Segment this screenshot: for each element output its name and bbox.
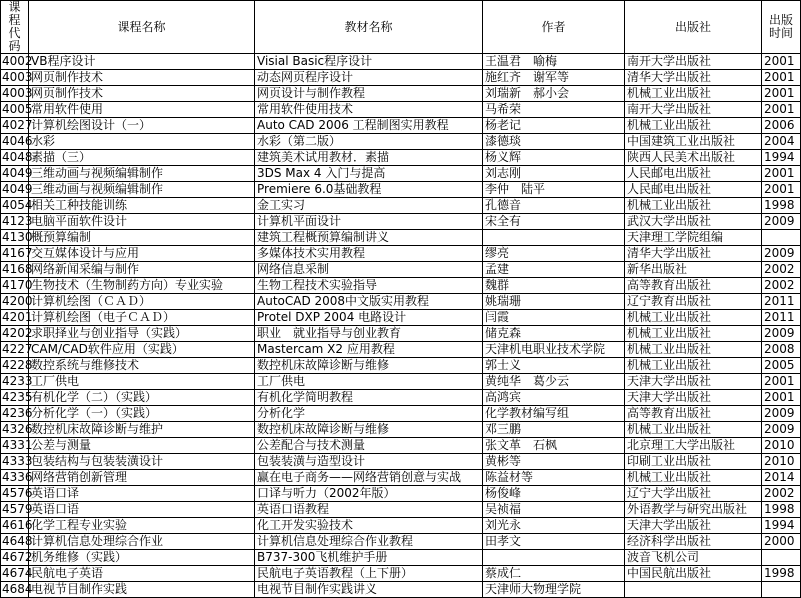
cell-code[interactable]: 4228 — [2, 358, 33, 372]
table-row — [1, 262, 801, 278]
cell-publisher[interactable]: 中国民航出版社 — [625, 566, 762, 582]
cell-publisher[interactable]: 陕西人民美术出版社 — [625, 150, 762, 166]
cell-course[interactable]: 网页制作技术 — [29, 70, 255, 86]
cell-course[interactable]: 化学工程专业实验 — [29, 518, 255, 534]
cell-course[interactable]: 生物技术（生物制药方向）专业实验 — [29, 278, 255, 294]
cell-course[interactable]: VB程序设计 — [29, 54, 255, 70]
cell-textbook[interactable]: B737-300飞机维护手册 — [255, 550, 483, 566]
cell-author[interactable]: 杨义辉 — [483, 150, 625, 166]
cell-year[interactable]: 2001 — [762, 182, 801, 198]
cell-year[interactable] — [762, 230, 801, 246]
cell-author[interactable] — [483, 230, 625, 246]
cell-textbook[interactable]: Visial Basic程序设计 — [255, 54, 483, 70]
cell-publisher[interactable]: 辽宁教育出版社 — [625, 294, 762, 310]
header-code[interactable]: 课程代码 — [1, 1, 29, 54]
cell-year[interactable]: 2001 — [762, 102, 801, 118]
header-course[interactable]: 课程名称 — [29, 1, 255, 54]
cell-author[interactable]: 杨老记 — [483, 118, 625, 134]
cell-author[interactable]: 储克森 — [483, 326, 625, 342]
table-row — [1, 198, 801, 214]
cell-author[interactable]: 刘瑞新 郝小会 — [483, 86, 625, 102]
cell-publisher[interactable]: 机械工业出版社 — [625, 118, 762, 134]
cell-publisher[interactable]: 机械工业出版社 — [625, 358, 762, 374]
cell-publisher[interactable]: 机械工业出版社 — [625, 310, 762, 326]
cell-course[interactable]: 计算机绘图（ＣＡＤ） — [29, 294, 255, 310]
cell-course[interactable]: 民航电子英语 — [29, 566, 255, 582]
cell-code[interactable]: 4227 — [2, 342, 33, 356]
table-body — [1, 54, 801, 598]
cell-year[interactable]: 2009 — [762, 214, 801, 230]
table-row — [1, 470, 801, 486]
cell-code[interactable]: 4674 — [2, 566, 33, 580]
cell-course[interactable]: 三维动画与视频编辑制作 — [29, 166, 255, 182]
cell-publisher[interactable]: 机械工业出版社 — [625, 422, 762, 438]
cell-course[interactable]: 求职择业与创业指导（实践） — [29, 326, 255, 342]
cell-author[interactable]: 姚瑞珊 — [483, 294, 625, 310]
cell-author[interactable]: 黄纯华 葛少云 — [483, 374, 625, 390]
cell-year[interactable]: 2006 — [762, 118, 801, 134]
cell-textbook[interactable]: 民航电子英语教程（上下册） — [255, 566, 483, 582]
cell-publisher[interactable]: 北京理工大学出版社 — [625, 438, 762, 454]
cell-author[interactable] — [483, 550, 625, 566]
cell-author[interactable]: 化学教材编写组 — [483, 406, 625, 422]
cell-textbook[interactable]: 建筑美术试用教材．素描 — [255, 150, 483, 166]
cell-textbook[interactable]: 工厂供电 — [255, 374, 483, 390]
cell-publisher[interactable]: 机械工业出版社 — [625, 326, 762, 342]
header-textbook[interactable]: 教材名称 — [255, 1, 483, 54]
cell-code[interactable]: 4235 — [2, 390, 33, 404]
cell-course[interactable]: 网络营销创新管理 — [29, 470, 255, 486]
table-row — [1, 54, 801, 70]
cell-publisher[interactable]: 天津大学出版社 — [625, 374, 762, 390]
table-row — [1, 534, 801, 550]
cell-textbook[interactable]: 公差配合与技术测量 — [255, 438, 483, 454]
cell-code[interactable]: 4049 — [2, 182, 33, 196]
cell-course[interactable]: 机务维修（实践） — [29, 550, 255, 566]
table-row — [1, 518, 801, 534]
cell-course[interactable]: 电脑平面软件设计 — [29, 214, 255, 230]
cell-textbook[interactable]: 常用软件使用技术 — [255, 102, 483, 118]
cell-code[interactable]: 4003 — [2, 70, 33, 84]
cell-course[interactable]: 有机化学（二）（实践） — [29, 390, 255, 406]
cell-author[interactable]: 刘光永 — [483, 518, 625, 534]
cell-year[interactable]: 2002 — [762, 262, 801, 278]
cell-author[interactable]: 马希荣 — [483, 102, 625, 118]
cell-textbook[interactable]: 网页设计与制作教程 — [255, 86, 483, 102]
cell-author[interactable]: 宋全有 — [483, 214, 625, 230]
cell-textbook[interactable]: Auto CAD 2006 工程制图实用教程 — [255, 118, 483, 134]
cell-code[interactable]: 4202 — [2, 326, 33, 340]
cell-author[interactable]: 蔡成仁 — [483, 566, 625, 582]
cell-course[interactable]: 工厂供电 — [29, 374, 255, 390]
cell-textbook[interactable]: 计算机信息处理综合作业教程 — [255, 534, 483, 550]
table-row — [1, 390, 801, 406]
cell-year[interactable] — [762, 550, 801, 566]
cell-year[interactable]: 1994 — [762, 150, 801, 166]
cell-year[interactable]: 2009 — [762, 406, 801, 422]
cell-year[interactable]: 1998 — [762, 566, 801, 582]
cell-course[interactable]: 计算机绘图（电子ＣＡＤ） — [29, 310, 255, 326]
cell-code[interactable]: 4576 — [2, 486, 33, 500]
cell-year[interactable] — [762, 582, 801, 598]
cell-code[interactable]: 4336 — [2, 470, 33, 484]
table-row — [1, 102, 801, 118]
cell-course[interactable]: 计算机绘图设计（一） — [29, 118, 255, 134]
cell-code[interactable]: 4027 — [2, 118, 33, 132]
cell-publisher[interactable]: 印刷工业出版社 — [625, 454, 762, 470]
cell-publisher[interactable]: 人民邮电出版社 — [625, 182, 762, 198]
cell-publisher[interactable]: 人民邮电出版社 — [625, 166, 762, 182]
cell-code[interactable]: 4616 — [2, 518, 33, 532]
cell-author[interactable]: 漆德琰 — [483, 134, 625, 150]
cell-publisher[interactable]: 新华出版社 — [625, 262, 762, 278]
cell-code[interactable]: 4170 — [2, 278, 33, 292]
cell-textbook[interactable]: Premiere 6.0基础教程 — [255, 182, 483, 198]
cell-author[interactable]: 田孝文 — [483, 534, 625, 550]
cell-code[interactable]: 4005 — [2, 102, 33, 116]
cell-publisher[interactable]: 辽宁大学出版社 — [625, 486, 762, 502]
table-row — [1, 278, 801, 294]
cell-year[interactable]: 2004 — [762, 134, 801, 150]
cell-publisher[interactable]: 高等教育出版社 — [625, 278, 762, 294]
cell-textbook[interactable]: 生物工程技术实验指导 — [255, 278, 483, 294]
cell-author[interactable]: 闫霞 — [483, 310, 625, 326]
cell-publisher[interactable]: 机械工业出版社 — [625, 86, 762, 102]
table-row — [1, 486, 801, 502]
cell-code[interactable]: 4168 — [2, 262, 33, 276]
cell-code[interactable]: 4331 — [2, 438, 33, 452]
cell-publisher[interactable]: 清华大学出版社 — [625, 70, 762, 86]
table-row — [1, 166, 801, 182]
cell-code[interactable]: 4579 — [2, 502, 33, 516]
cell-publisher[interactable]: 外语教学与研究出版社 — [625, 502, 762, 518]
cell-course[interactable]: CAM/CAD软件应用（实践） — [29, 342, 255, 358]
cell-publisher[interactable]: 机械工业出版社 — [625, 198, 762, 214]
cell-year[interactable]: 2011 — [762, 294, 801, 310]
cell-textbook[interactable]: 有机化学简明教程 — [255, 390, 483, 406]
cell-publisher[interactable]: 中国建筑工业出版社 — [625, 134, 762, 150]
cell-year[interactable]: 2014 — [762, 470, 801, 486]
cell-code[interactable]: 4048 — [2, 150, 33, 164]
table-row — [1, 230, 801, 246]
table-row — [1, 326, 801, 342]
cell-publisher[interactable]: 南开大学出版社 — [625, 54, 762, 70]
cell-year[interactable]: 1994 — [762, 518, 801, 534]
cell-author[interactable]: 邓三鹏 — [483, 422, 625, 438]
cell-publisher[interactable]: 天津大学出版社 — [625, 518, 762, 534]
header-author[interactable]: 作者 — [483, 1, 625, 54]
cell-year[interactable]: 2000 — [762, 534, 801, 550]
cell-code[interactable]: 4123 — [2, 214, 33, 228]
cell-course[interactable]: 数控机床故障诊断与维护 — [29, 422, 255, 438]
cell-course[interactable]: 分析化学（一）（实践） — [29, 406, 255, 422]
header-row — [1, 1, 801, 54]
cell-code[interactable]: 4684 — [2, 582, 33, 596]
cell-year[interactable]: 2009 — [762, 422, 801, 438]
cell-author[interactable]: 高鸿宾 — [483, 390, 625, 406]
cell-course[interactable]: 相关工种技能训练 — [29, 198, 255, 214]
cell-code[interactable]: 4326 — [2, 422, 33, 436]
cell-author[interactable]: 王温君 喻梅 — [483, 54, 625, 70]
cell-textbook[interactable]: 职业 就业指导与创业教育 — [255, 326, 483, 342]
table-row — [1, 550, 801, 566]
cell-code[interactable]: 4046 — [2, 134, 33, 148]
cell-author[interactable]: 天津师大物理学院 — [483, 582, 625, 598]
table-row — [1, 374, 801, 390]
table-row — [1, 406, 801, 422]
cell-author[interactable]: 刘志刚 — [483, 166, 625, 182]
cell-textbook[interactable]: 包装装潢与造型设计 — [255, 454, 483, 470]
cell-textbook[interactable]: 动态网页程序设计 — [255, 70, 483, 86]
table-row — [1, 214, 801, 230]
cell-year[interactable]: 2009 — [762, 326, 801, 342]
cell-code[interactable]: 4130 — [2, 230, 33, 244]
header-year[interactable]: 出版时间 — [762, 1, 801, 54]
cell-textbook[interactable]: 电视节目制作实践讲义 — [255, 582, 483, 598]
cell-textbook[interactable]: 计算机平面设计 — [255, 214, 483, 230]
cell-textbook[interactable]: 3DS Max 4 入门与提高 — [255, 166, 483, 182]
cell-author[interactable]: 李仲 陆平 — [483, 182, 625, 198]
cell-textbook[interactable]: 建筑工程概预算编制讲义 — [255, 230, 483, 246]
cell-course[interactable]: 数控系统与维修技术 — [29, 358, 255, 374]
cell-textbook[interactable]: Mastercam X2 应用教程 — [255, 342, 483, 358]
table-row — [1, 134, 801, 150]
cell-course[interactable]: 素描（三） — [29, 150, 255, 166]
cell-course[interactable]: 电视节目制作实践 — [29, 582, 255, 598]
table-row — [1, 566, 801, 582]
table-row — [1, 182, 801, 198]
cell-publisher[interactable]: 天津理工学院组编 — [625, 230, 762, 246]
cell-author[interactable]: 魏群 — [483, 278, 625, 294]
table-row — [1, 118, 801, 134]
cell-course[interactable]: 水彩 — [29, 134, 255, 150]
cell-year[interactable]: 2010 — [762, 438, 801, 454]
cell-textbook[interactable]: AutoCAD 2008中文版实用教程 — [255, 294, 483, 310]
cell-textbook[interactable]: 赢在电子商务——网络营销创意与实战 — [255, 470, 483, 486]
cell-year[interactable]: 1998 — [762, 198, 801, 214]
cell-textbook[interactable]: 数控机床故障诊断与维修 — [255, 358, 483, 374]
cell-course[interactable]: 网页制作技术 — [29, 86, 255, 102]
cell-publisher[interactable]: 经济科学出版社 — [625, 534, 762, 550]
cell-author[interactable]: 郭士义 — [483, 358, 625, 374]
table-row — [1, 294, 801, 310]
table-row — [1, 246, 801, 262]
cell-publisher[interactable]: 机械工业出版社 — [625, 470, 762, 486]
cell-course[interactable]: 英语口译 — [29, 486, 255, 502]
cell-author[interactable]: 杨俊峰 — [483, 486, 625, 502]
cell-year[interactable]: 2008 — [762, 342, 801, 358]
cell-code[interactable]: 4201 — [2, 310, 33, 324]
cell-year[interactable]: 2001 — [762, 374, 801, 390]
cell-publisher[interactable]: 清华大学出版社 — [625, 246, 762, 262]
cell-textbook[interactable]: 多媒体技术实用教程 — [255, 246, 483, 262]
cell-publisher[interactable]: 高等教育出版社 — [625, 406, 762, 422]
cell-author[interactable]: 陈益材等 — [483, 470, 625, 486]
cell-code[interactable]: 4049 — [2, 166, 33, 180]
cell-course[interactable]: 常用软件使用 — [29, 102, 255, 118]
cell-course[interactable]: 公差与测量 — [29, 438, 255, 454]
table-row — [1, 582, 801, 598]
cell-publisher[interactable]: 天津大学出版社 — [625, 390, 762, 406]
cell-year[interactable]: 2001 — [762, 54, 801, 70]
cell-author[interactable]: 吴祯福 — [483, 502, 625, 518]
table-row — [1, 454, 801, 470]
cell-code[interactable]: 4233 — [2, 374, 33, 388]
cell-textbook[interactable]: 分析化学 — [255, 406, 483, 422]
cell-publisher[interactable] — [625, 582, 762, 598]
cell-author[interactable]: 孟建 — [483, 262, 625, 278]
cell-course[interactable]: 包装结构与包装装潢设计 — [29, 454, 255, 470]
cell-textbook[interactable]: 水彩（第二版） — [255, 134, 483, 150]
cell-code[interactable]: 4002 — [2, 54, 33, 68]
cell-year[interactable]: 2001 — [762, 390, 801, 406]
cell-code[interactable]: 4672 — [2, 550, 33, 564]
cell-code[interactable]: 4236 — [2, 406, 33, 420]
cell-textbook[interactable]: 口译与听力（2002年版） — [255, 486, 483, 502]
cell-year[interactable]: 2005 — [762, 358, 801, 374]
cell-textbook[interactable]: 网络信息采制 — [255, 262, 483, 278]
cell-course[interactable]: 英语口语 — [29, 502, 255, 518]
cell-year[interactable]: 1998 — [762, 502, 801, 518]
table-row — [1, 502, 801, 518]
cell-textbook[interactable]: 数控机床故障诊断与维修 — [255, 422, 483, 438]
cell-course[interactable]: 三维动画与视频编辑制作 — [29, 182, 255, 198]
cell-year[interactable]: 2001 — [762, 166, 801, 182]
table-row — [1, 86, 801, 102]
cell-author[interactable]: 缪亮 — [483, 246, 625, 262]
cell-publisher[interactable]: 机械工业出版社 — [625, 342, 762, 358]
cell-year[interactable]: 2001 — [762, 86, 801, 102]
cell-author[interactable]: 施红齐 谢军等 — [483, 70, 625, 86]
cell-year[interactable]: 2002 — [762, 486, 801, 502]
table-row — [1, 358, 801, 374]
cell-year[interactable]: 2009 — [762, 246, 801, 262]
cell-code[interactable]: 4003 — [2, 86, 33, 100]
cell-publisher[interactable]: 南开大学出版社 — [625, 102, 762, 118]
cell-course[interactable]: 交互媒体设计与应用 — [29, 246, 255, 262]
table-row — [1, 342, 801, 358]
table-row — [1, 70, 801, 86]
cell-author[interactable]: 张文革 石枫 — [483, 438, 625, 454]
cell-textbook[interactable]: 金工实习 — [255, 198, 483, 214]
table-row — [1, 150, 801, 166]
cell-code[interactable]: 4054 — [2, 198, 33, 212]
table-row — [1, 422, 801, 438]
cell-year[interactable]: 2011 — [762, 310, 801, 326]
header-publisher[interactable]: 出版社 — [625, 1, 762, 54]
cell-code[interactable]: 4167 — [2, 246, 33, 260]
cell-author[interactable]: 天津机电职业技术学院 — [483, 342, 625, 358]
cell-textbook[interactable]: 英语口语教程 — [255, 502, 483, 518]
cell-year[interactable]: 2001 — [762, 70, 801, 86]
cell-author[interactable]: 黄彬等 — [483, 454, 625, 470]
table-row — [1, 310, 801, 326]
cell-author[interactable]: 孔德音 — [483, 198, 625, 214]
cell-code[interactable]: 4648 — [2, 534, 33, 548]
cell-textbook[interactable]: 化工开发实验技术 — [255, 518, 483, 534]
cell-code[interactable]: 4200 — [2, 294, 33, 308]
cell-publisher[interactable]: 波音飞机公司 — [625, 550, 762, 566]
cell-year[interactable]: 2010 — [762, 454, 801, 470]
cell-textbook[interactable]: Protel DXP 2004 电路设计 — [255, 310, 483, 326]
cell-year[interactable]: 2002 — [762, 278, 801, 294]
cell-code[interactable]: 4333 — [2, 454, 33, 468]
cell-course[interactable]: 计算机信息处理综合作业 — [29, 534, 255, 550]
cell-course[interactable]: 概预算编制 — [29, 230, 255, 246]
cell-publisher[interactable]: 武汉大学出版社 — [625, 214, 762, 230]
cell-course[interactable]: 网络新闻采编与制作 — [29, 262, 255, 278]
table-row — [1, 438, 801, 454]
